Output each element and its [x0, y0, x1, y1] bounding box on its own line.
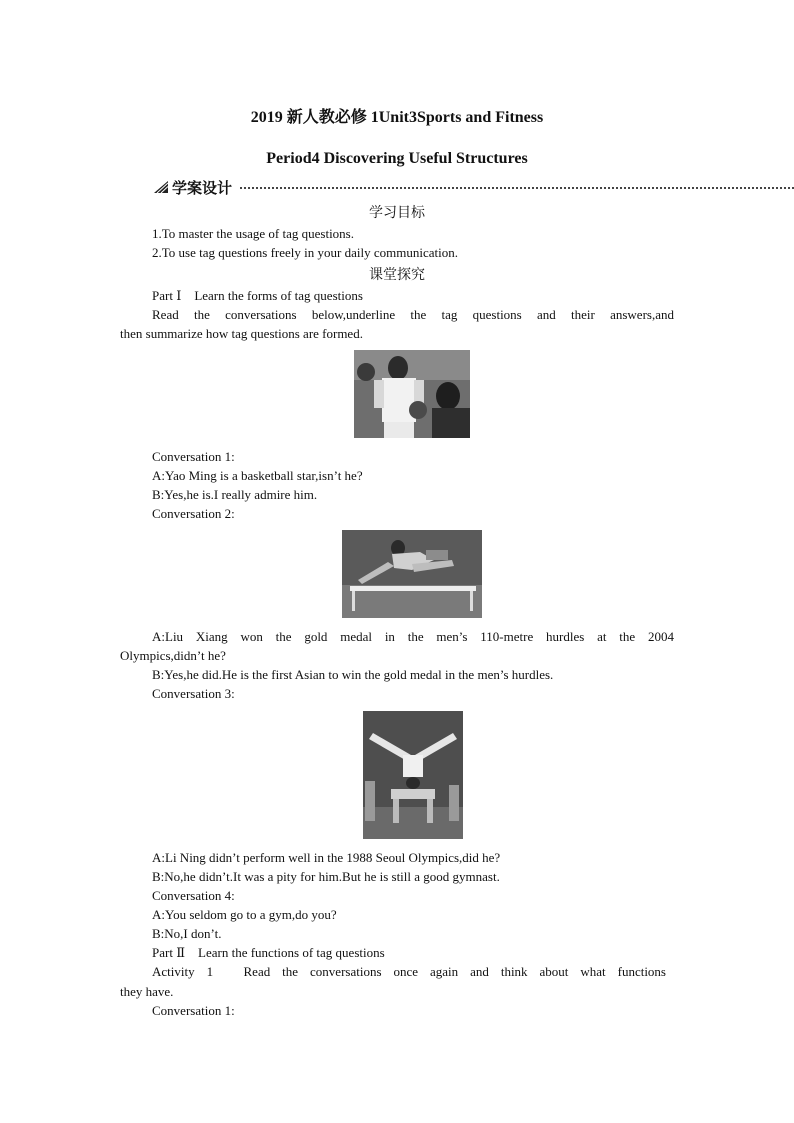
conversation-line: B:No,he didn’t.It was a pity for him.But he is still a good gymnast. [152, 869, 500, 884]
exploration-heading: 课堂探究 [369, 267, 425, 283]
conversation-line: A:You seldom go to a gym,do you? [152, 907, 337, 922]
conversation-line: A:Yao Ming is a basketball star,isn’t he? [152, 468, 363, 483]
section-label: 学案设计 [172, 179, 233, 197]
conversation-label: Conversation 1: [152, 449, 235, 464]
conversation-line: B:Yes,he did.He is the first Asian to win the gold medal in the men’s hurdles. [152, 667, 554, 682]
conversation-line: Olympics,didn’t he? [120, 648, 226, 663]
conversation-line: B:No,I don’t. [152, 926, 222, 941]
activity-line: they have. [120, 984, 174, 999]
activity-line: Activity 1 Read the conversations once again and think about what functions [152, 964, 666, 979]
basketball-photo [354, 350, 470, 438]
wedge-icon [154, 181, 168, 193]
hurdles-photo [342, 530, 482, 618]
section-header-bar [154, 178, 794, 198]
conversation-line: B:Yes,he is.I really admire him. [152, 487, 318, 502]
instruction-line: then summarize how tag questions are formed. [120, 326, 363, 341]
part1-title: Part Ⅰ Learn the forms of tag questions [152, 288, 363, 303]
conversation-label: Conversation 4: [152, 888, 235, 903]
gymnastics-photo [363, 711, 463, 839]
part2-title: Part Ⅱ Learn the functions of tag questions [152, 945, 385, 960]
conversation-label: Conversation 2: [152, 506, 235, 521]
document-title: 2019 新人教必修 1Unit3Sports and Fitness [250, 109, 544, 126]
document-subtitle: Period4 Discovering Useful Structures [266, 150, 528, 167]
conversation-label: Conversation 1: [152, 1003, 235, 1018]
conversation-line: A:Li Ning didn’t perform well in the 1988 Seoul Olympics,did he? [152, 850, 501, 865]
objectives-heading: 学习目标 [369, 205, 425, 221]
objective-item: 1.To master the usage of tag questions. [152, 226, 354, 241]
instruction-line: Read the conversations below,underline the tag questions and their answers,and [152, 307, 674, 322]
objective-item: 2.To use tag questions freely in your daily communication. [152, 245, 458, 260]
dotted-divider [240, 187, 794, 189]
conversation-label: Conversation 3: [152, 686, 235, 701]
conversation-line: A:Liu Xiang won the gold medal in the men’s 110-metre hurdles at the 2004 [152, 629, 674, 644]
